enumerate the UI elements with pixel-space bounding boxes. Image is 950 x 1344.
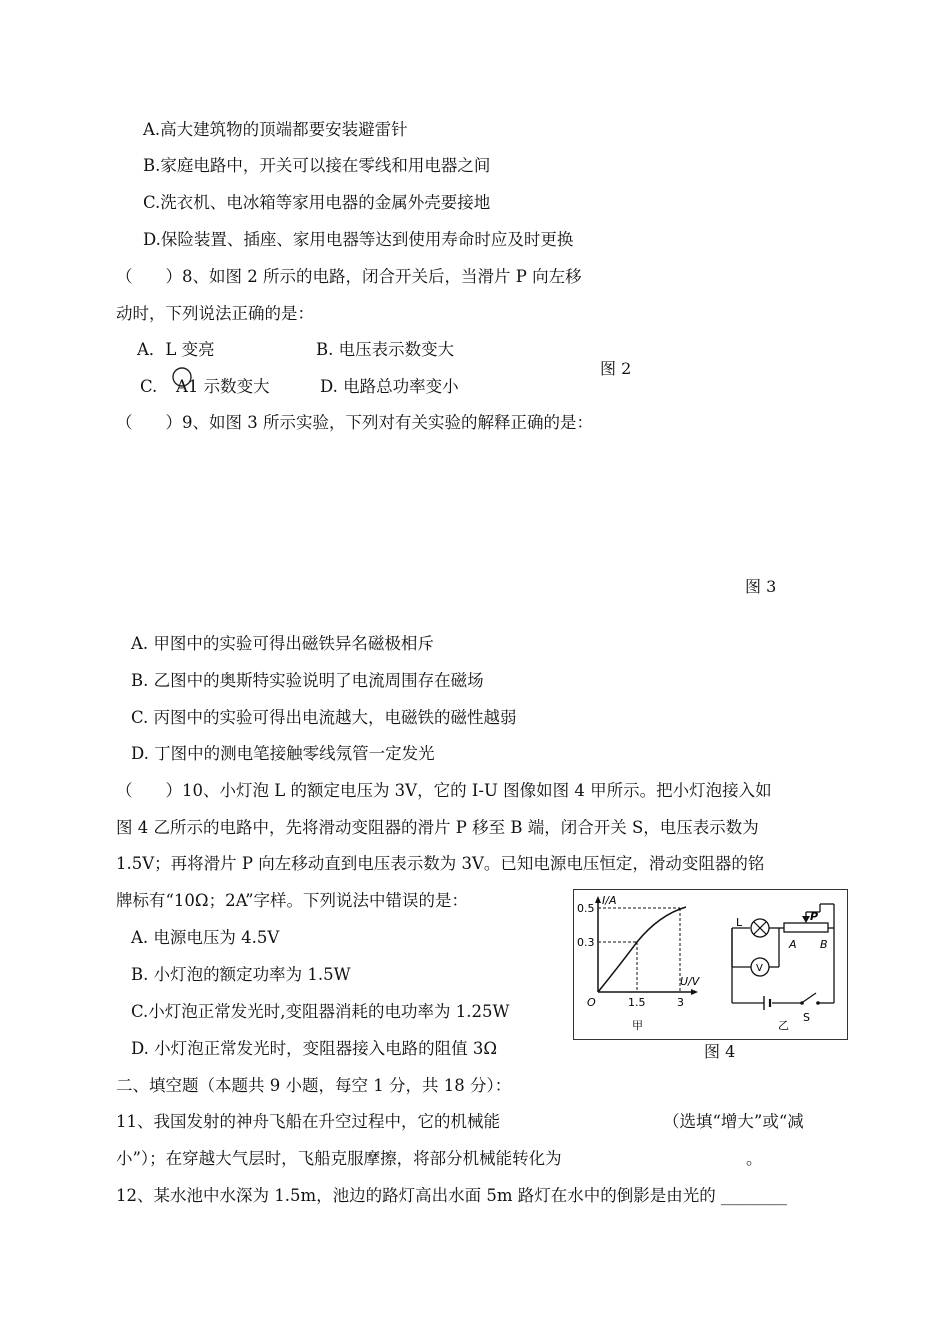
option-c-grounding: C.洗衣机、电冰箱等家用电器的金属外壳要接地: [143, 193, 491, 212]
circuit-diagram: [732, 904, 834, 1032]
q9-option-a: A. 甲图中的实验可得出磁铁异名磁极相斥: [131, 634, 434, 653]
question-10-stem-1: （ ）10、小灯泡 L 的额定电压为 3V，它的 I-U 图像如图 4 甲所示。把小灯泡接入如: [116, 781, 772, 800]
rheostat-end-a-label: A: [789, 938, 797, 951]
section-2-heading: 二、填空题（本题共 9 小题，每空 1 分，共 18 分）：: [116, 1076, 512, 1095]
question-8-stem-cont: 动时，下列说法正确的是：: [116, 304, 314, 323]
question-11-period: 。: [746, 1149, 763, 1168]
circuit-caption: 乙: [778, 1019, 789, 1032]
figure-4-drawing: [574, 890, 847, 1039]
iu-graph: [577, 894, 701, 1032]
rheostat-icon: [784, 923, 828, 932]
q10-option-b: B. 小灯泡的额定功率为 1.5W: [131, 965, 351, 984]
question-9-stem: （ ）9、如图 3 所示实验，下列对有关实验的解释正确的是：: [116, 413, 593, 432]
x-tick-15: 1.5: [628, 996, 646, 1009]
y-tick-03: 0.3: [577, 936, 595, 949]
figure-2-label: 图 2: [600, 359, 632, 378]
x-tick-3: 3: [677, 996, 684, 1009]
question-11-part1: 11、我国发射的神舟飞船在升空过程中，它的机械能: [116, 1112, 500, 1131]
question-8-stem: （ ）8、如图 2 所示的电路，闭合开关后，当滑片 P 向左移: [116, 267, 582, 286]
switch-label: S: [803, 1011, 810, 1024]
question-11-part2: 小”）；在穿越大气层时，飞船克服摩擦，将部分机械能转化为: [116, 1149, 562, 1168]
question-10-stem-3: 1.5V；再将滑片 P 向左移动直到电压表示数为 3V。已知电源电压恒定，滑动变阻器的铭: [116, 854, 765, 873]
q9-option-b: B. 乙图中的奥斯特实验说明了电流周围存在磁场: [131, 671, 484, 690]
slider-label: P: [810, 910, 819, 923]
option-b-switch-neutral: B.家庭电路中，开关可以接在零线和用电器之间: [143, 156, 491, 175]
graph-caption: 甲: [632, 1019, 643, 1032]
x-axis-label: U/V: [680, 975, 700, 988]
option-a-lightning-rod: A.高大建筑物的顶端都要安装避雷针: [143, 120, 408, 139]
figure-4-box: [573, 889, 848, 1040]
figure-3-label: 图 3: [745, 577, 777, 596]
x-axis-arrow: [691, 989, 698, 995]
y-axis-arrow: [595, 896, 601, 903]
question-11-option-hint: （选填“增大”或“减: [663, 1112, 804, 1131]
origin-label: O: [587, 996, 596, 1009]
q10-option-a: A. 电源电压为 4.5V: [131, 928, 280, 947]
question-10-stem-4: 牌标有“10Ω；2A”字样。下列说法中错误的是：: [116, 891, 469, 910]
y-tick-05: 0.5: [577, 902, 595, 915]
q8-option-c-letter: C.: [140, 377, 158, 396]
lamp-label: L: [736, 916, 743, 929]
rheostat-end-b-label: B: [820, 938, 828, 951]
q9-option-d: D. 丁图中的测电笔接触零线氖管一定发光: [131, 744, 435, 763]
question-10-stem-2: 图 4 乙所示的电路中，先将滑动变阻器的滑片 P 移至 B 端，闭合开关 S，电压表示数为: [116, 818, 759, 837]
q8-option-d: D. 电路总功率变小: [320, 377, 459, 396]
q8-option-b: B. 电压表示数变大: [316, 340, 455, 359]
voltmeter-label: V: [756, 963, 763, 974]
q8-option-c-text: A1 示数变大: [176, 377, 270, 396]
y-axis-label: I/A: [602, 894, 617, 907]
q10-option-c: C.小灯泡正常发光时,变阻器消耗的电功率为 1.25W: [131, 1002, 510, 1021]
iu-curve: [598, 907, 686, 992]
q8-option-a: A．L 变亮: [137, 340, 215, 359]
question-12-stem: 12、某水池中水深为 1.5m，池边的路灯高出水面 5m 路灯在水中的倒影是由光的 ________: [116, 1186, 788, 1205]
slider-arrow-icon: [802, 916, 810, 923]
option-d-replace-devices: D.保险装置、插座、家用电器等达到使用寿命时应及时更换: [143, 230, 574, 249]
figure-4-label: 图 4: [704, 1042, 736, 1061]
q9-option-c: C. 丙图中的实验可得出电流越大，电磁铁的磁性越弱: [131, 708, 517, 727]
q10-option-d: D. 小灯泡正常发光时，变阻器接入电路的阻值 3Ω: [131, 1039, 498, 1058]
switch-icon: [803, 993, 816, 1002]
